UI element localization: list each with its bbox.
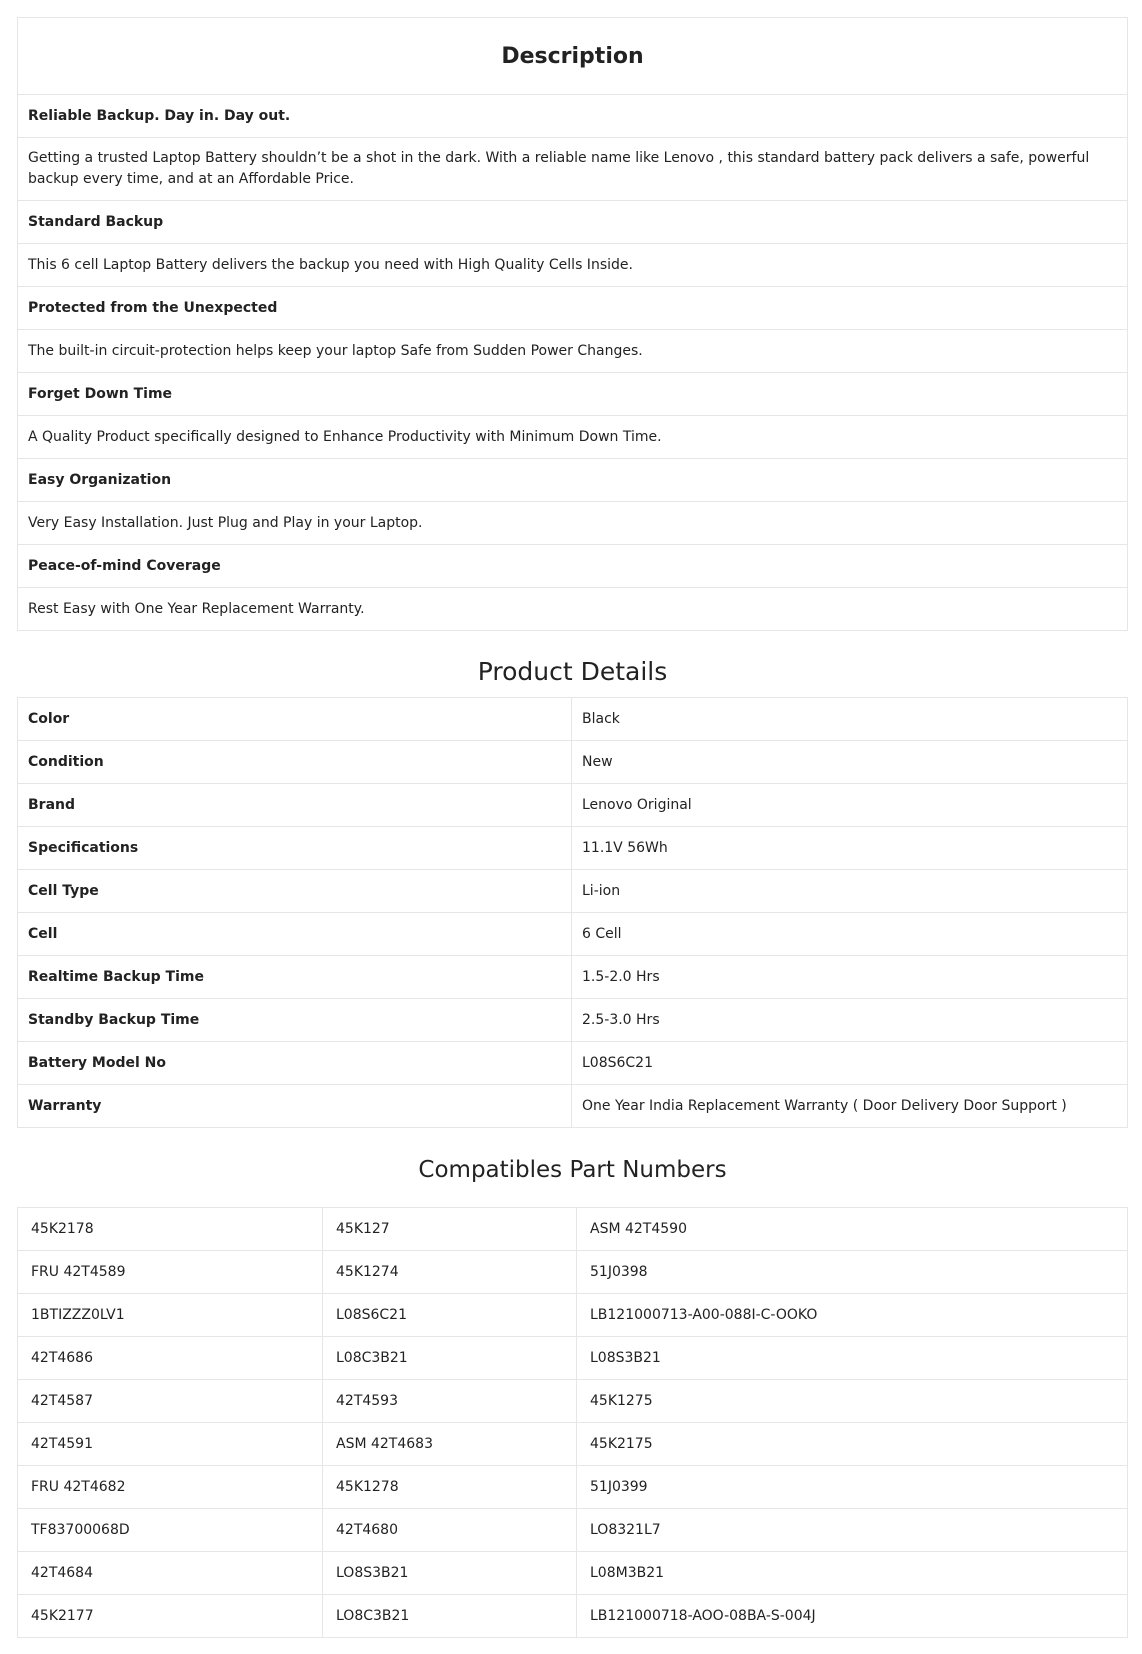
detail-row xyxy=(18,956,1128,999)
part-number-cell: 42T4686 xyxy=(18,1337,323,1380)
part-number-cell: TF83700068D xyxy=(18,1509,323,1552)
detail-value: One Year India Replacement Warranty ( Door Delivery Door Support ) xyxy=(572,1085,1128,1128)
part-number-cell: 51J0398 xyxy=(577,1251,1128,1294)
part-number-cell: L08C3B21 xyxy=(323,1337,577,1380)
detail-value: Lenovo Original xyxy=(572,784,1128,827)
part-number-cell: 51J0399 xyxy=(577,1466,1128,1509)
part-number-cell: LO8321L7 xyxy=(577,1509,1128,1552)
detail-label: Brand xyxy=(18,784,572,827)
part-number-cell: LO8C3B21 xyxy=(323,1595,577,1638)
description-table xyxy=(17,17,1128,631)
description-text-row xyxy=(18,330,1128,373)
part-number-cell: L08M3B21 xyxy=(577,1552,1128,1595)
detail-value: Black xyxy=(572,698,1128,741)
detail-row xyxy=(18,698,1128,741)
description-text-row xyxy=(18,588,1128,631)
description-text: Getting a trusted Laptop Battery shouldn’t be a shot in the dark. With a reliable name like Lenovo , this standard battery pack delivers a safe, powerful backup every time, and at an Affordable Price. xyxy=(18,138,1128,201)
detail-label: Battery Model No xyxy=(18,1042,572,1085)
part-row xyxy=(18,1337,1128,1380)
description-title-row xyxy=(18,18,1128,95)
detail-label: Cell Type xyxy=(18,870,572,913)
part-number-cell: ASM 42T4683 xyxy=(323,1423,577,1466)
description-text: Rest Easy with One Year Replacement Warranty. xyxy=(18,588,1128,631)
detail-row xyxy=(18,1085,1128,1128)
part-number-cell: 42T4680 xyxy=(323,1509,577,1552)
detail-label: Color xyxy=(18,698,572,741)
description-heading-row xyxy=(18,287,1128,330)
description-heading-row xyxy=(18,373,1128,416)
part-row xyxy=(18,1595,1128,1638)
product-details-table xyxy=(17,697,1128,1128)
part-number-cell: 45K1274 xyxy=(323,1251,577,1294)
description-text: Very Easy Installation. Just Plug and Play in your Laptop. xyxy=(18,502,1128,545)
detail-row xyxy=(18,999,1128,1042)
description-text-row xyxy=(18,502,1128,545)
compatible-parts-title: Compatibles Part Numbers xyxy=(418,1157,727,1183)
description-heading: Easy Organization xyxy=(18,459,1128,502)
part-number-cell: 1BTIZZZ0LV1 xyxy=(18,1294,323,1337)
description-heading: Protected from the Unexpected xyxy=(18,287,1128,330)
part-number-cell: 45K1278 xyxy=(323,1466,577,1509)
detail-row xyxy=(18,1042,1128,1085)
part-row xyxy=(18,1423,1128,1466)
detail-value: 1.5-2.0 Hrs xyxy=(572,956,1128,999)
detail-value: L08S6C21 xyxy=(572,1042,1128,1085)
description-heading-row xyxy=(18,95,1128,138)
part-number-cell: LO8S3B21 xyxy=(323,1552,577,1595)
part-row xyxy=(18,1380,1128,1423)
description-heading-row xyxy=(18,201,1128,244)
part-number-cell: L08S6C21 xyxy=(323,1294,577,1337)
detail-value: 2.5-3.0 Hrs xyxy=(572,999,1128,1042)
part-number-cell: 45K127 xyxy=(323,1208,577,1251)
part-number-cell: 45K2175 xyxy=(577,1423,1128,1466)
detail-label: Realtime Backup Time xyxy=(18,956,572,999)
part-number-cell: L08S3B21 xyxy=(577,1337,1128,1380)
part-number-cell: 42T4684 xyxy=(18,1552,323,1595)
description-title: Description xyxy=(18,18,1128,95)
part-number-cell: 42T4591 xyxy=(18,1423,323,1466)
part-number-cell: LB121000713-A00-088I-C-OOKO xyxy=(577,1294,1128,1337)
compatible-parts-table xyxy=(17,1207,1128,1638)
description-heading-row xyxy=(18,459,1128,502)
detail-value: 6 Cell xyxy=(572,913,1128,956)
product-details-title: Product Details xyxy=(477,657,668,686)
detail-value: New xyxy=(572,741,1128,784)
description-text: A Quality Product specifically designed to Enhance Productivity with Minimum Down Time. xyxy=(18,416,1128,459)
part-number-cell: 42T4587 xyxy=(18,1380,323,1423)
description-heading-row xyxy=(18,545,1128,588)
description-heading: Peace-of-mind Coverage xyxy=(18,545,1128,588)
part-row xyxy=(18,1208,1128,1251)
detail-row xyxy=(18,870,1128,913)
description-text-row xyxy=(18,244,1128,287)
description-text: This 6 cell Laptop Battery delivers the backup you need with High Quality Cells Inside. xyxy=(18,244,1128,287)
description-heading: Standard Backup xyxy=(18,201,1128,244)
description-heading: Forget Down Time xyxy=(18,373,1128,416)
part-number-cell: 42T4593 xyxy=(323,1380,577,1423)
detail-row xyxy=(18,741,1128,784)
part-number-cell: 45K1275 xyxy=(577,1380,1128,1423)
part-row xyxy=(18,1509,1128,1552)
detail-label: Warranty xyxy=(18,1085,572,1128)
part-number-cell: ASM 42T4590 xyxy=(577,1208,1128,1251)
part-number-cell: 45K2177 xyxy=(18,1595,323,1638)
detail-label: Specifications xyxy=(18,827,572,870)
detail-label: Condition xyxy=(18,741,572,784)
part-number-cell: FRU 42T4682 xyxy=(18,1466,323,1509)
detail-label: Cell xyxy=(18,913,572,956)
detail-row xyxy=(18,913,1128,956)
description-text-row xyxy=(18,138,1128,201)
part-row xyxy=(18,1466,1128,1509)
description-text-row xyxy=(18,416,1128,459)
detail-row xyxy=(18,784,1128,827)
detail-label: Standby Backup Time xyxy=(18,999,572,1042)
part-row xyxy=(18,1552,1128,1595)
part-number-cell: FRU 42T4589 xyxy=(18,1251,323,1294)
part-number-cell: LB121000718-AOO-08BA-S-004J xyxy=(577,1595,1128,1638)
detail-row xyxy=(18,827,1128,870)
part-number-cell: 45K2178 xyxy=(18,1208,323,1251)
part-row xyxy=(18,1251,1128,1294)
description-heading: Reliable Backup. Day in. Day out. xyxy=(18,95,1128,138)
description-text: The built-in circuit-protection helps keep your laptop Safe from Sudden Power Changes. xyxy=(18,330,1128,373)
detail-value: Li-ion xyxy=(572,870,1128,913)
detail-value: 11.1V 56Wh xyxy=(572,827,1128,870)
part-row xyxy=(18,1294,1128,1337)
